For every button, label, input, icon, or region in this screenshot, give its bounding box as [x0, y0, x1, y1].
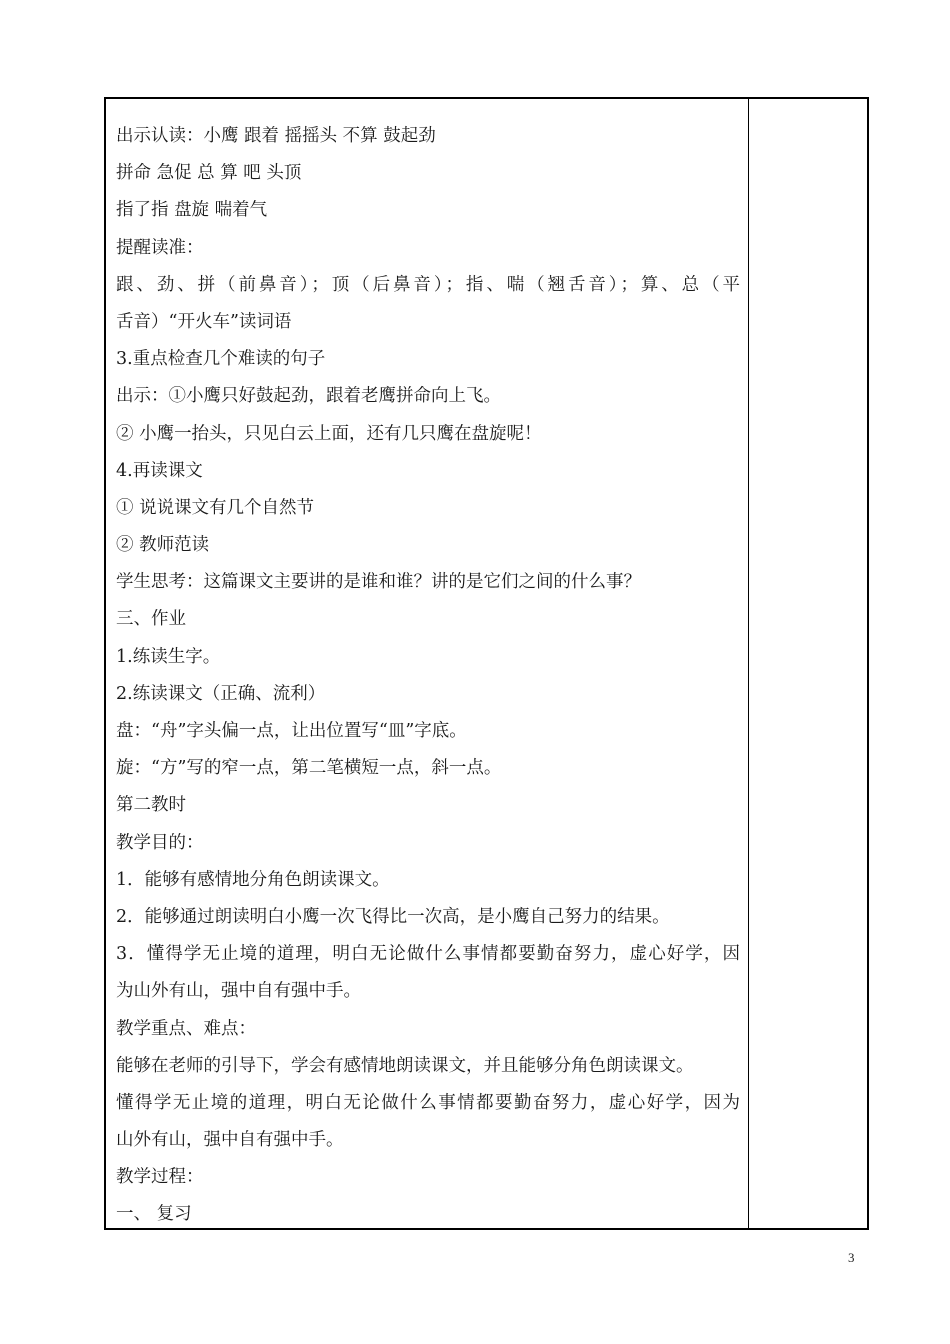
text-line: 提醒读准： — [116, 237, 204, 258]
text-line: 拼命 急促 总 算 吧 头顶 — [116, 163, 302, 184]
text-line: ② 教师范读 — [116, 535, 210, 556]
text-line: 教学重点、难点： — [116, 1018, 256, 1039]
text-line: 教学过程： — [116, 1167, 204, 1188]
text-line: 盘：“舟”字头偏一点，让出位置写“皿”字底。 — [116, 721, 467, 741]
text-line: ② 小鹰一抬头，只见白云上面，还有几只鹰在盘旋呢！ — [116, 423, 542, 444]
text-line: ① 说说课文有几个自然节 — [116, 497, 315, 518]
text-line: 1.练读生字。 — [116, 646, 221, 667]
text-line: 3.重点检查几个难读的句子 — [116, 349, 326, 370]
text-line: 3．懂得学无止境的道理，明白无论做什么事情都要勤奋努力，虚心好学，因 — [116, 944, 740, 965]
section-heading: 一、 复习 — [116, 1204, 192, 1225]
page-number: 3 — [848, 1250, 855, 1265]
text-line: 学生思考：这篇课文主要讲的是谁和谁？讲的是它们之间的什么事？ — [116, 572, 641, 593]
section-heading: 三、作业 — [116, 609, 186, 630]
main-content-cell — [116, 118, 740, 1234]
text-line: 旋：“方”写的窄一点，第二笔横短一点，斜一点。 — [116, 758, 502, 779]
text-line: 4.再读课文 — [116, 460, 203, 481]
text-line: 为山外有山，强中自有强中手。 — [116, 981, 361, 1002]
text-line: 指了指 盘旋 喘着气 — [116, 200, 268, 221]
text-line: 2．能够通过朗读明白小鹰一次飞得比一次高，是小鹰自己努力的结果。 — [116, 906, 670, 927]
text-line: 能够在老师的引导下，学会有感情地朗读课文，并且能够分角色朗读课文。 — [116, 1055, 694, 1076]
text-line: 山外有山，强中自有强中手。 — [116, 1130, 344, 1151]
text-line: 教学目的： — [116, 832, 204, 853]
column-divider — [748, 99, 749, 1228]
text-line: 1．能够有感情地分角色朗读课文。 — [116, 869, 390, 890]
text-line: 2.练读课文（正确、流利） — [116, 683, 326, 704]
text-line: 跟、劲、拼（前鼻音）；顶（后鼻音）；指、喘（翘舌音）；算、总（平 — [116, 274, 740, 295]
text-line: 舌音）“开火车”读词语 — [116, 311, 292, 332]
lesson-plan-table — [104, 97, 869, 1230]
text-line: 出示：①小鹰只好鼓起劲，跟着老鹰拼命向上飞。 — [116, 386, 501, 407]
text-line: 出示认读：小鹰 跟着 摇摇头 不算 鼓起劲 — [116, 126, 436, 146]
section-heading: 第二教时 — [116, 795, 186, 816]
text-line: 懂得学无止境的道理，明白无论做什么事情都要勤奋努力，虚心好学，因为 — [116, 1092, 740, 1113]
